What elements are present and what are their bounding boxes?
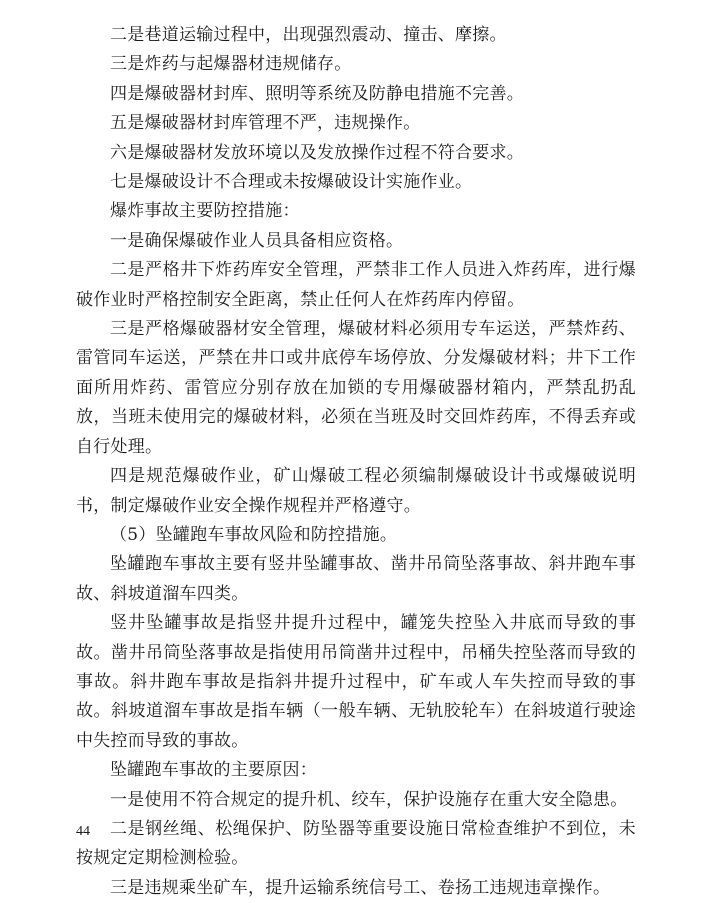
paragraph: 二是巷道运输过程中，出现强烈震动、撞击、摩擦。: [110, 25, 507, 45]
paragraph: 二是钢丝绳、松绳保护、防坠器等重要设施日常检查维护不到位，未按规定定期检测检验。: [76, 818, 636, 869]
paragraph: 坠罐跑车事故主要有竖井坠罐事故、凿井吊筒坠落事故、斜井跑车事故、斜坡道溜车四类。: [76, 554, 636, 604]
section-heading: 坠罐跑车事故的主要原因：: [110, 760, 317, 781]
paragraph: 六是爆破器材发放环境以及发放操作过程不符合要求。: [110, 142, 524, 163]
body-text: [76, 21, 636, 903]
section-heading: （5）坠罐跑车事故风险和防控措施。: [110, 524, 398, 545]
paragraph: 四是爆破器材封库、照明等系统及防静电措施不完善。: [110, 83, 524, 104]
paragraph: 四是规范爆破作业，矿山爆破工程必须编制爆破设计书或爆破说明书，制定爆破作业安全操作规程并严格遵守。: [76, 466, 636, 516]
paragraph: 一是确保爆破作业人员具备相应资格。: [110, 230, 404, 251]
paragraph: 三是违规乘坐矿车，提升运输系统信号工、卷扬工违规违章操作。: [110, 877, 611, 898]
paragraph: 竖井坠罐事故是指竖井提升过程中，罐笼失控坠入井底而导致的事故。凿井吊筒坠落事故是指使用吊筒凿井过程中，吊桶失控坠落而导致的事故。斜井跑车事故是指斜井提升过程中，矿车或人车失控而导致的事故。斜坡道溜车事故是指车辆（一般车辆、无轨胶轮车）在斜坡道行驶途中失控而导致的事故。: [76, 613, 636, 751]
paragraph: 七是爆破设计不合理或未按爆破设计实施作业。: [110, 172, 473, 193]
paragraph: 二是严格井下炸药库安全管理，严禁非工作人员进入炸药库，进行爆破作业时严格控制安全距离，禁止任何人在炸药库内停留。: [76, 260, 636, 310]
paragraph: 五是爆破器材封库管理不严，违规操作。: [110, 113, 421, 134]
paragraph: 一是使用不符合规定的提升机、绞车，保护设施存在重大安全隐患。: [110, 789, 628, 810]
section-heading: 爆炸事故主要防控措施：: [110, 201, 300, 222]
paragraph: 三是严格爆破器材安全管理，爆破材料必须用专车运送，严禁炸药、雷管同车运送，严禁在井口或井底停车场停放、分发爆破材料；井下工作面所用炸药、雷管应分别存放在加锁的专用爆破器材箱内，严禁乱扔乱放，当班未使用完的爆破材料，必须在当班及时交回炸药库，不得丢弃或自行处理。: [76, 319, 636, 457]
paragraph: 三是炸药与起爆器材违规储存。: [110, 54, 352, 75]
page-number: 44: [76, 824, 90, 839]
